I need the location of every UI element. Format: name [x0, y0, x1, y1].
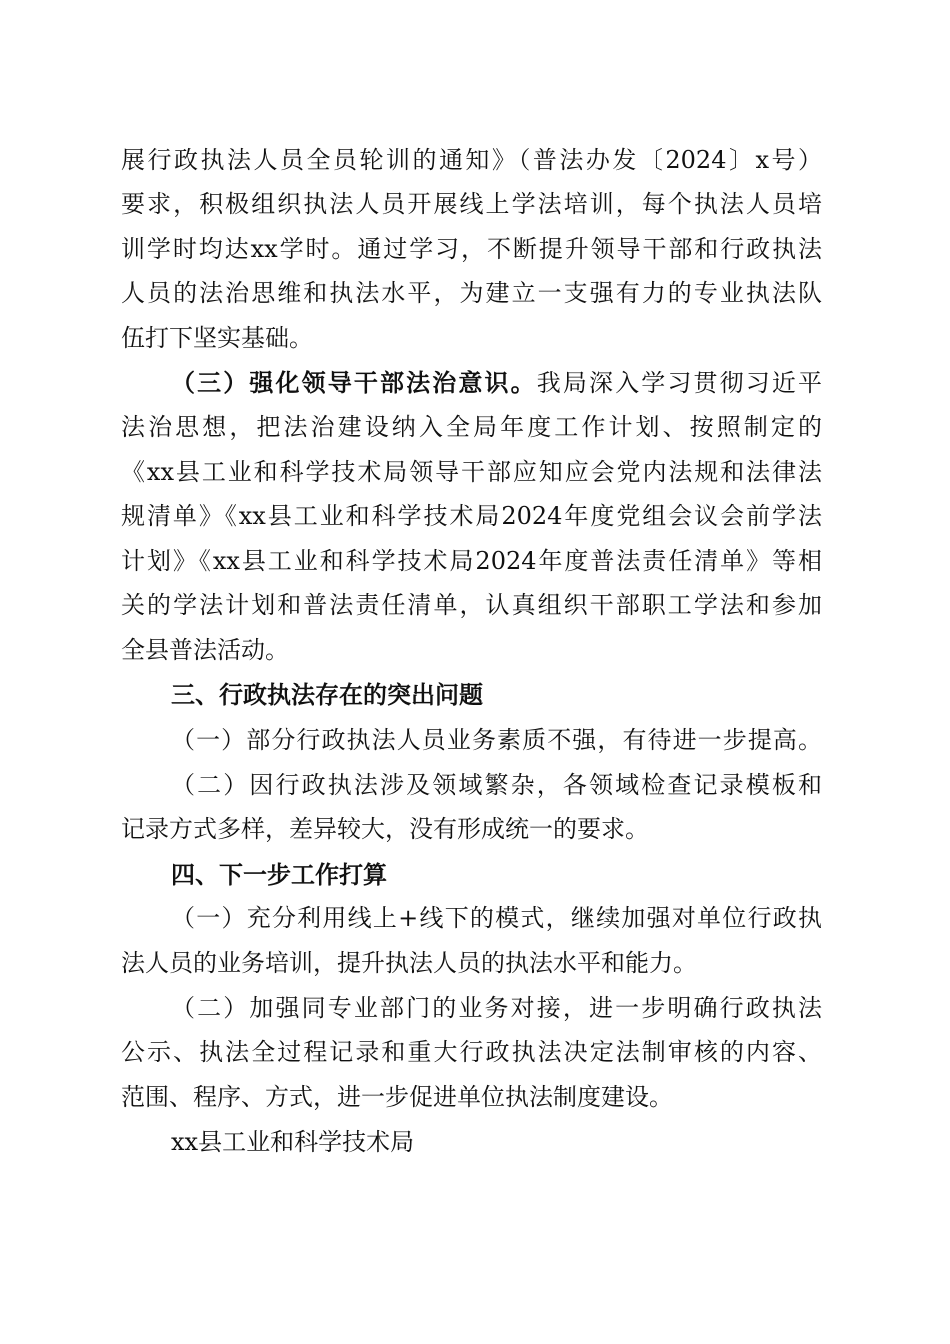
text-line: （二）因行政执法涉及领域繁杂，各领域检查记录模板和 — [171, 771, 822, 799]
text-line: （一）充分利用线上+线下的模式，继续加强对单位行政执 — [171, 904, 822, 932]
text-line: 计划》《xx县工业和科学技术局2024年度普法责任清单》等相 — [121, 547, 822, 575]
text-line: 训学时均达xx学时。通过学习，不断提升领导干部和行政执法 — [121, 235, 822, 263]
text-span: 我局深入学习贯彻习近平 — [536, 369, 822, 397]
text-line: 法治思想，把法治建设纳入全局年度工作计划、按照制定的 — [121, 413, 822, 441]
section-heading: 四、下一步工作打算 — [171, 861, 387, 889]
text-line: 伍打下坚实基础。 — [121, 324, 313, 352]
signature: xx县工业和科学技术局 — [171, 1128, 415, 1156]
text-line: 公示、执法全过程记录和重大行政执法决定法制审核的内容、 — [121, 1038, 822, 1066]
text-line: 法人员的业务培训，提升执法人员的执法水平和能力。 — [121, 949, 697, 977]
text-line: 范围、程序、方式，进一步促进单位执法制度建设。 — [121, 1083, 673, 1111]
text-line: （二）加强同专业部门的业务对接，进一步明确行政执法 — [171, 994, 822, 1022]
text-line: 全县普法活动。 — [121, 636, 289, 664]
section-heading: 三、行政执法存在的突出问题 — [171, 681, 483, 709]
text-line: 人员的法治思维和执法水平，为建立一支强有力的专业执法队 — [121, 279, 822, 307]
text-line: 展行政执法人员全员轮训的通知》（普法办发〔2024〕x号） — [121, 146, 822, 174]
text-line: 规清单》《xx县工业和科学技术局2024年度党组会议会前学法 — [121, 502, 822, 530]
text-line: 《xx县工业和科学技术局领导干部应知应会党内法规和法律法 — [121, 458, 822, 486]
text-line: 关的学法计划和普法责任清单，认真组织干部职工学法和参加 — [121, 591, 822, 619]
paragraph-lead: （三）强化领导干部法治意识。 — [171, 369, 537, 397]
paragraph-lead-line — [171, 361, 822, 405]
text-line: （一）部分行政执法人员业务素质不强，有待进一步提高。 — [171, 726, 822, 754]
text-line: 记录方式多样，差异较大，没有形成统一的要求。 — [121, 815, 649, 843]
text-line: 要求，积极组织执法人员开展线上学法培训，每个执法人员培 — [121, 190, 822, 218]
